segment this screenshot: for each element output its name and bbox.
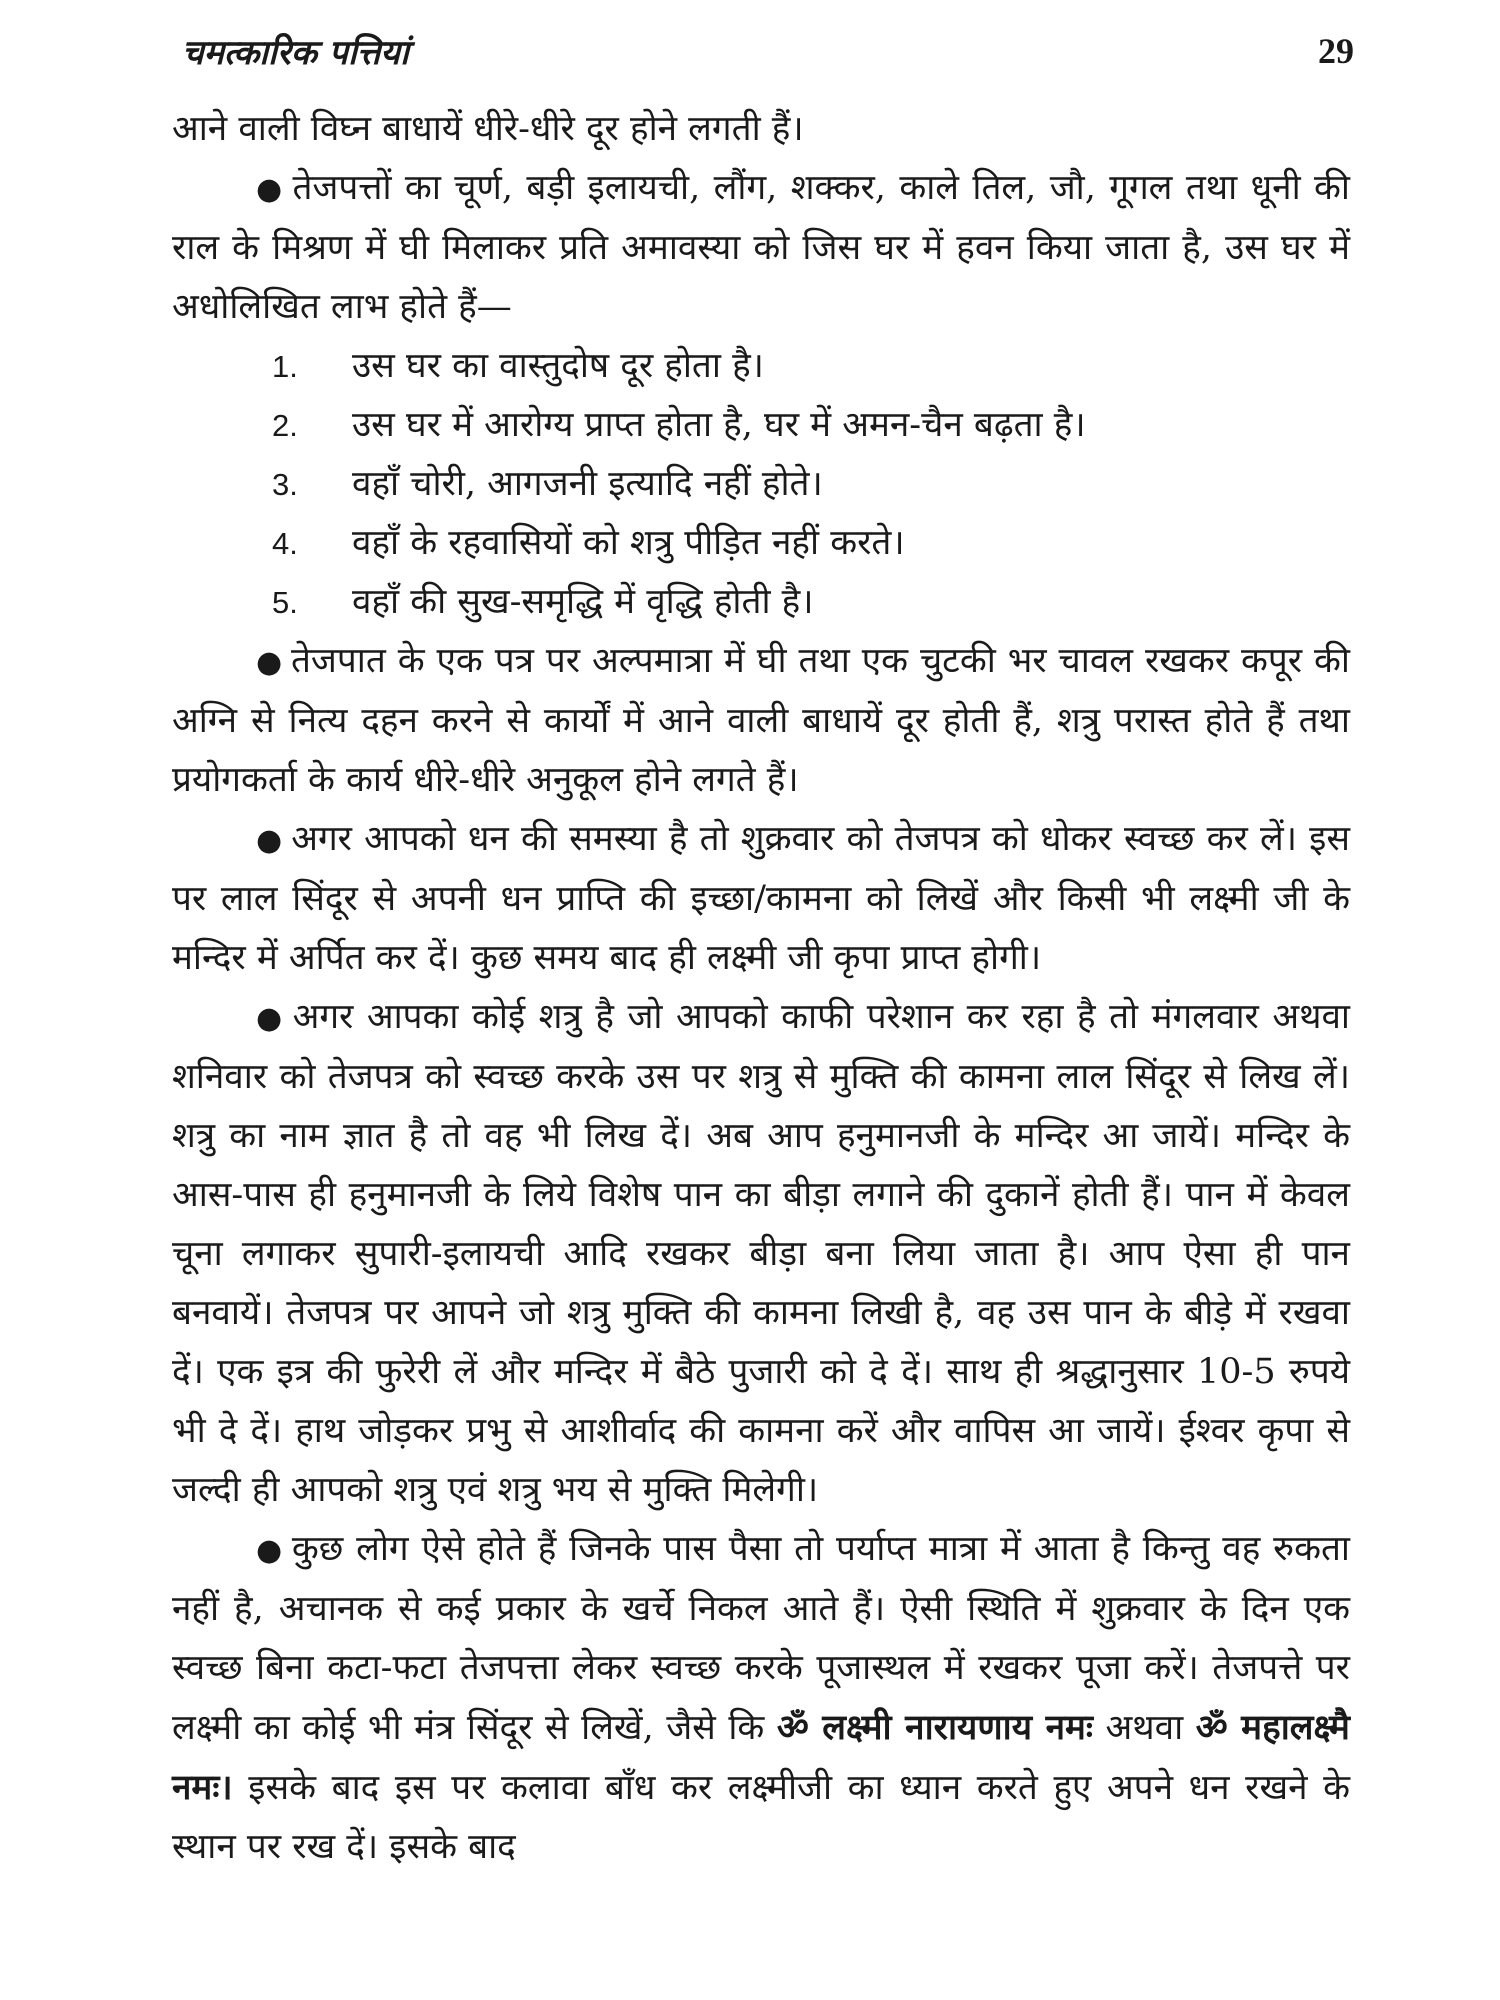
list-text: वहाँ की सुख-समृद्धि में वृद्धि होती है। <box>352 582 814 622</box>
list-text: वहाँ चोरी, आगजनी इत्यादि नहीं होते। <box>352 464 823 504</box>
paragraph-text: तेजपात के एक पत्र पर अल्पमात्रा में घी तथा एक चुटकी भर चावल रखकर कपूर की अग्नि से नित्य दहन करने से कार्यों में आने वाली बाधायें दूर होती हैं, शत्रु परास्त होते हैं तथा प्रयोगकर्ता के कार्य धीरे-धीरे अनुकूल होने लगते हैं। <box>172 641 1350 800</box>
paragraph-text: अगर आपको धन की समस्या है तो शुक्रवार को तेजपत्र को धोकर स्वच्छ कर लें। इस पर लाल सिंदूर से अपनी धन प्राप्ति की इच्छा/कामना को लिखें और किसी भी लक्ष्मी जी के मन्दिर में अर्पित कर दें। कुछ समय बाद ही लक्ष्मी जी कृपा प्राप्त होगी। <box>172 819 1350 978</box>
running-header-title: चमत्कारिक पत्तियां <box>182 33 409 73</box>
paragraph-continuation: आने वाली विघ्न बाधायें धीरे-धीरे दूर होने लगती हैं। <box>172 109 804 149</box>
list-number: 2. <box>272 408 298 443</box>
bullet-icon: ● <box>256 645 283 680</box>
list-number: 3. <box>272 467 298 502</box>
paragraph-shatru <box>172 988 1350 1520</box>
paragraph-tejpat-dahan <box>172 632 1350 810</box>
bullet-icon: ● <box>256 1001 285 1036</box>
list-text: उस घर का वास्तुदोष दूर होता है। <box>352 346 764 386</box>
paragraph-text: कुछ लोग ऐसे होते हैं जिनके पास पैसा तो पर्याप्त मात्रा में आता है किन्तु वह रुकता नहीं है, अचानक से कई प्रकार के खर्चे निकल आते हैं। ऐसी स्थिति में शुक्रवार के दिन एक स्वच्छ बिना कटा-फटा तेजपत्ता लेकर स्वच्छ करके पूजास्थल में रखकर पूजा करें। तेजपत्ते पर लक्ष्मी का कोई भी मंत्र सिंदूर से लिखें, जैसे कि <box>172 1529 1351 1748</box>
list-number: 4. <box>272 526 298 561</box>
paragraph-text: अगर आपका कोई शत्रु है जो आपको काफी परेशान कर रहा है तो मंगलवार अथवा शनिवार को तेजपत्र को स्वच्छ करके उस पर शत्रु से मुक्ति की कामना लाल सिंदूर से लिख लें। शत्रु का नाम ज्ञात है तो वह भी लिख दें। अब आप हनुमानजी के मन्दिर आ जायें। मन्दिर के आस-पास ही हनुमानजी के लिये विशेष पान का बीड़ा लगाने की दुकानें होती हैं। पान में केवल चूना लगाकर सुपारी-इलायची आदि रखकर बीड़ा बना लिया जाता है। आप ऐसा ही पान बनवायें। तेजपत्र पर आपने जो शत्रु मुक्ति की कामना लिखी है, वह उस पान के बीड़े में रखवा दें। एक इत्र की फुरेरी लें और मन्दिर में बैठे पुजारी को दे दें। साथ ही श्रद्धानुसार 10-5 रुपये भी दे दें। हाथ जोड़कर प्रभु से आशीर्वाद की कामना करें और वापिस आ जायें। ईश्वर कृपा से जल्दी ही आपको शत्रु एवं शत्रु भय से मुक्ति मिलेगी। <box>172 997 1350 1510</box>
list-item <box>172 514 1350 573</box>
paragraph-text: तेजपत्तों का चूर्ण, बड़ी इलायची, लौंग, शक्कर, काले तिल, जौ, गूगल तथा धूनी की राल के मिश्रण में घी मिलाकर प्रति अमावस्या को जिस घर में हवन किया जाता है, उस घर में अधोलिखित लाभ होते हैं— <box>172 168 1350 327</box>
paragraph-dhan-samasya <box>172 810 1350 988</box>
paragraph-text: अथवा <box>1105 1708 1184 1748</box>
list-text: वहाँ के रहवासियों को शत्रु पीड़ित नहीं करते। <box>352 523 905 563</box>
bullet-icon: ● <box>256 823 284 858</box>
bullet-icon: ● <box>256 172 285 207</box>
mantra-text: ॐ महालक्ष्मै नमः। <box>172 1707 1350 1808</box>
list-text: उस घर में आरोग्य प्राप्त होता है, घर में अमन-चैन बढ़ता है। <box>352 405 1086 445</box>
paragraph-havan <box>172 159 1350 337</box>
list-number: 1. <box>272 349 298 384</box>
list-item <box>172 573 1350 632</box>
list-item <box>172 396 1350 455</box>
paragraph-lakshmi-mantra <box>172 1520 1350 1877</box>
list-item <box>172 455 1350 514</box>
list-item <box>172 337 1350 396</box>
page-body <box>172 100 1350 1877</box>
paragraph-text: इसके बाद इस पर कलावा बाँध कर लक्ष्मीजी का ध्यान करते हुए अपने धन रखने के स्थान पर रख दें। इसके बाद <box>172 1768 1350 1867</box>
bullet-icon: ● <box>256 1533 284 1568</box>
page-number: 29 <box>1318 31 1354 71</box>
list-number: 5. <box>272 585 298 620</box>
mantra-text: ॐ लक्ष्मी नारायणाय नमः <box>776 1707 1094 1748</box>
benefits-list <box>172 337 1350 632</box>
